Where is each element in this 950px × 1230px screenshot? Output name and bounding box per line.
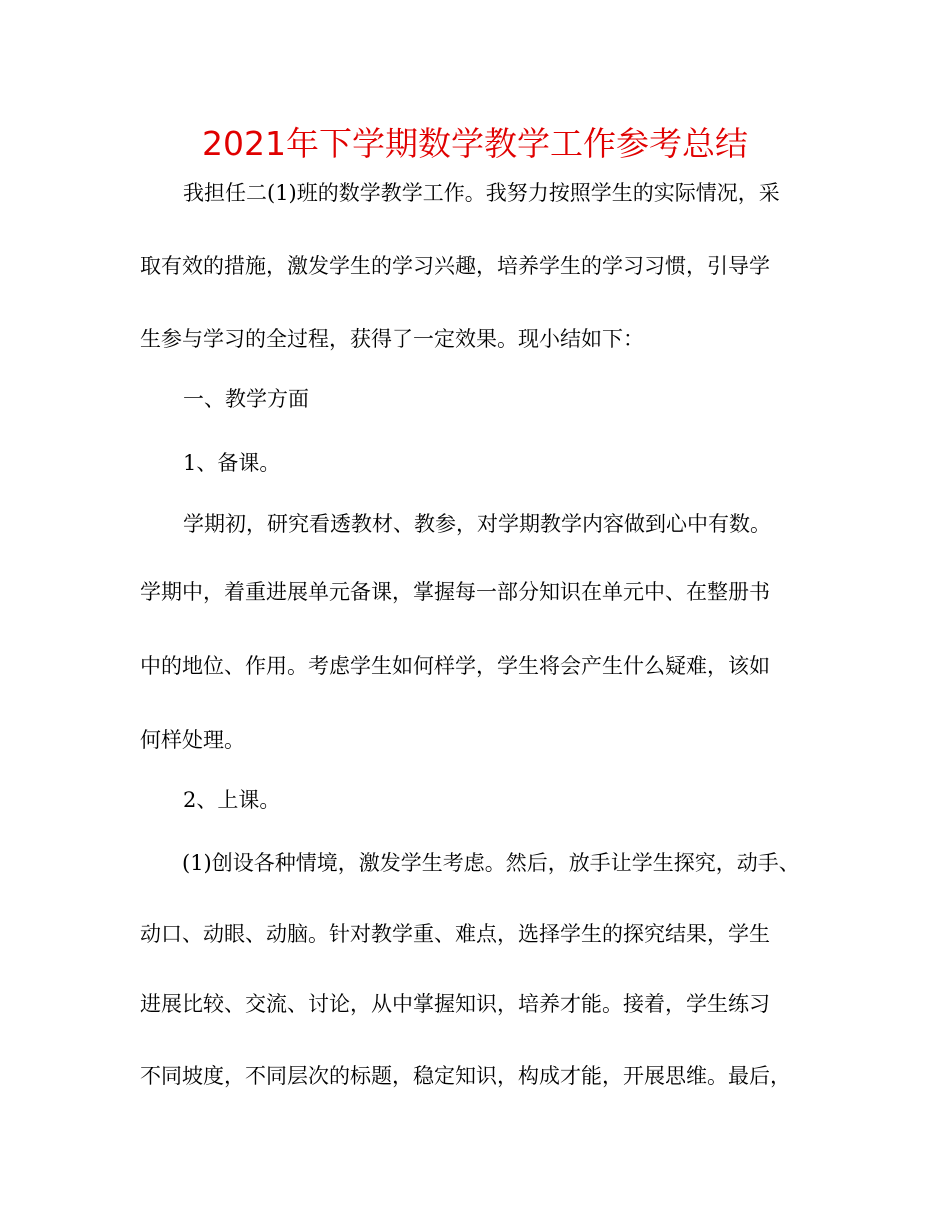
paragraph-line-6: 学期初，研究看透教材、教参，对学期教学内容做到心中有数。 <box>183 512 771 536</box>
paragraph-line-1: 我担任二(1)班的数学教学工作。我努力按照学生的实际情况，采 <box>183 181 780 205</box>
paragraph-line-12: 动口、动眼、动脑。针对教学重、难点，选择学生的探究结果，学生 <box>140 922 770 946</box>
paragraph-line-2: 取有效的措施，激发学生的学习兴趣，培养学生的学习习惯，引导学 <box>140 254 770 278</box>
paragraph-line-7: 学期中，着重进展单元备课，掌握每一部分知识在单元中、在整册书 <box>140 580 770 604</box>
paragraph-line-14: 不同坡度，不同层次的标题，稳定知识，构成才能，开展思维。最后， <box>140 1064 791 1088</box>
paragraph-line-9: 何样处理。 <box>140 728 245 752</box>
paragraph-line-11: (1)创设各种情境，激发学生考虑。然后，放手让学生探究，动手、 <box>182 851 800 875</box>
subsection-heading-1: 1、备课。 <box>183 451 281 475</box>
paragraph-line-8: 中的地位、作用。考虑学生如何样学，学生将会产生什么疑难，该如 <box>140 654 770 678</box>
document-title: 2021年下学期数学教学工作参考总结 <box>202 124 748 163</box>
section-heading: 一、教学方面 <box>183 387 309 411</box>
paragraph-line-13: 进展比较、交流、讨论，从中掌握知识，培养才能。接着，学生练习 <box>140 992 770 1016</box>
paragraph-line-3: 生参与学习的全过程，获得了一定效果。现小结如下： <box>140 327 644 351</box>
subsection-heading-2: 2、上课。 <box>183 788 281 812</box>
